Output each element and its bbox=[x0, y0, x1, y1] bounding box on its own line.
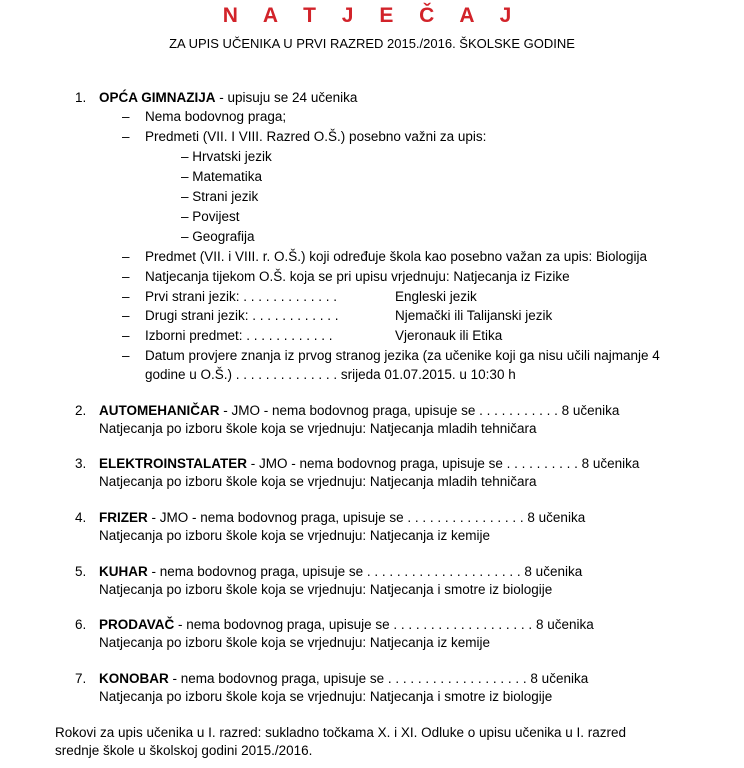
program-name: KONOBAR bbox=[99, 671, 169, 686]
item-number: 7. bbox=[75, 671, 87, 686]
subject-item: – Strani jezik bbox=[181, 189, 259, 204]
document-subtitle: ZA UPIS UČENIKA U PRVI RAZRED 2015./2016. ŠKOLSKE GODINE bbox=[169, 36, 575, 51]
program-competitions: Natjecanja po izboru škole koja se vrjednuju: Natjecanja mladih tehničara bbox=[99, 474, 537, 489]
item-number: 4. bbox=[75, 510, 87, 525]
dash-bullet: – bbox=[122, 328, 130, 343]
subject-item: – Geografija bbox=[181, 229, 255, 244]
program-competitions: Natjecanja po izboru škole koja se vrjednuju: Natjecanja iz kemije bbox=[99, 635, 490, 650]
item-number: 3. bbox=[75, 456, 87, 471]
program-heading bbox=[99, 89, 357, 107]
dash-bullet: – bbox=[122, 249, 130, 264]
second-language-value: Njemački ili Talijanski jezik bbox=[395, 308, 553, 323]
program-heading bbox=[99, 402, 619, 420]
program-heading bbox=[99, 670, 588, 688]
special-subject: Predmet (VII. i VIII. r. O.Š.) koji određuje škola kao posebno važan za upis: Biologija bbox=[145, 249, 648, 264]
exam-date-line2: godine u O.Š.) . . . . . . . . . . . . . . srijeda 01.07.2015. u 10:30 h bbox=[145, 367, 516, 382]
program-heading bbox=[99, 455, 639, 473]
elective-label: Izborni predmet: . . . . . . . . . . . . bbox=[145, 328, 333, 343]
dash-bullet: – bbox=[122, 308, 130, 323]
program-competitions: Natjecanja po izboru škole koja se vrjednuju: Natjecanja mladih tehničara bbox=[99, 421, 537, 436]
footer-deadline-line1: Rokovi za upis učenika u I. razred: sukladno točkama X. i XI. Odluke o upisu učenika u I. razred bbox=[55, 725, 627, 740]
item-number: 6. bbox=[75, 617, 87, 632]
program-heading bbox=[99, 616, 594, 634]
program-details: - JMO - nema bodovnog praga, upisuje se . . . . . . . . . . . 8 učenika bbox=[219, 403, 620, 418]
program-name: FRIZER bbox=[99, 510, 148, 525]
program-enrollment: - upisuju se 24 učenika bbox=[215, 90, 358, 105]
item-number: 5. bbox=[75, 564, 87, 579]
program-competitions: Natjecanja po izboru škole koja se vrjednuju: Natjecanja i smotre iz biologije bbox=[99, 689, 553, 704]
competitions-text: Natjecanja tijekom O.Š. koja se pri upisu vrjednuju: Natjecanja iz Fizike bbox=[145, 269, 570, 284]
item-number: 2. bbox=[75, 403, 87, 418]
program-heading bbox=[99, 509, 585, 527]
program-name: ELEKTROINSTALATER bbox=[99, 456, 247, 471]
program-name: OPĆA GIMNAZIJA bbox=[99, 90, 216, 105]
subject-item: – Matematika bbox=[181, 169, 263, 184]
threshold-text: Nema bodovnog praga; bbox=[145, 109, 287, 124]
dash-bullet: – bbox=[122, 348, 130, 363]
program-details: - JMO - nema bodovnog praga, upisuje se . . . . . . . . . . . . . . . . 8 učenika bbox=[147, 510, 586, 525]
dash-bullet: – bbox=[122, 109, 130, 124]
dash-bullet: – bbox=[122, 289, 130, 304]
first-language-value: Engleski jezik bbox=[395, 289, 477, 304]
program-competitions: Natjecanja po izboru škole koja se vrjednuju: Natjecanja iz kemije bbox=[99, 528, 490, 543]
program-details: - JMO - nema bodovnog praga, upisuje se . . . . . . . . . . 8 učenika bbox=[247, 456, 640, 471]
document-title: N A T J E Č A J bbox=[222, 4, 522, 27]
program-competitions: Natjecanja po izboru škole koja se vrjednuju: Natjecanja i smotre iz biologije bbox=[99, 582, 553, 597]
elective-value: Vjeronauk ili Etika bbox=[395, 328, 503, 343]
program-details: - nema bodovnog praga, upisuje se . . . . . . . . . . . . . . . . . . . 8 učenika bbox=[174, 617, 594, 632]
dash-bullet: – bbox=[122, 269, 130, 284]
second-language-label: Drugi strani jezik: . . . . . . . . . . . . bbox=[145, 308, 339, 323]
subjects-intro: Predmeti (VII. I VIII. Razred O.Š.) posebno važni za upis: bbox=[145, 129, 487, 144]
footer-deadline-line2: srednje škole u školskoj godini 2015./2016. bbox=[55, 743, 313, 758]
first-language-label: Prvi strani jezik: . . . . . . . . . . . . . bbox=[145, 289, 338, 304]
exam-date-line1: Datum provjere znanja iz prvog stranog jezika (za učenike koji ga nisu učili najmanje 4 bbox=[145, 348, 660, 363]
item-number: 1. bbox=[75, 90, 87, 105]
program-details: - nema bodovnog praga, upisuje se . . . . . . . . . . . . . . . . . . . . . 8 učenika bbox=[147, 564, 583, 579]
program-name: PRODAVAČ bbox=[99, 617, 175, 632]
program-details: - nema bodovnog praga, upisuje se . . . . . . . . . . . . . . . . . . . 8 učenika bbox=[168, 671, 589, 686]
program-name: KUHAR bbox=[99, 564, 148, 579]
subject-item: – Povijest bbox=[181, 209, 240, 224]
dash-bullet: – bbox=[122, 129, 130, 144]
program-heading bbox=[99, 563, 582, 581]
subject-item: – Hrvatski jezik bbox=[181, 149, 272, 164]
program-name: AUTOMEHANIČAR bbox=[99, 403, 220, 418]
